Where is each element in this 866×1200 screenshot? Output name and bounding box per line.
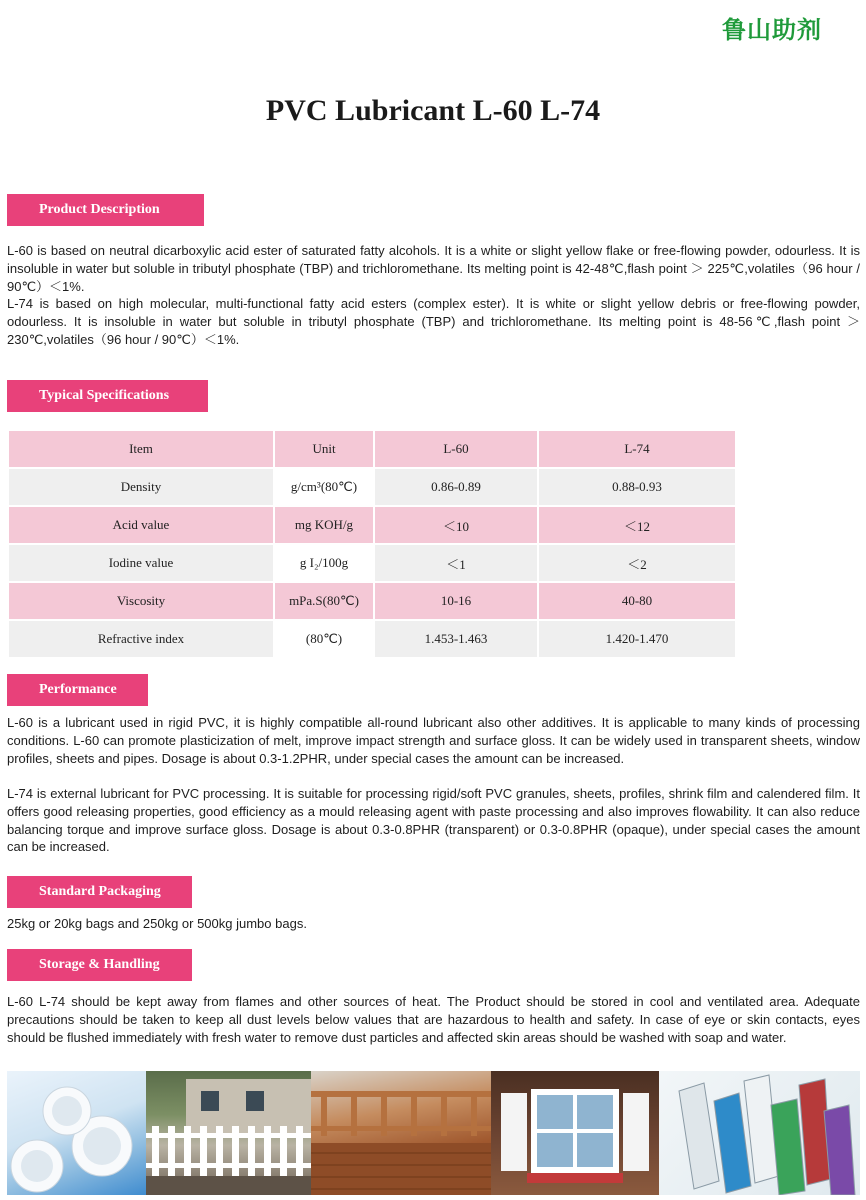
- packaging-text: 25kg or 20kg bags and 250kg or 500kg jumbo bags.: [7, 916, 307, 931]
- table-row: [9, 507, 735, 543]
- table-cell: g/cm³(80℃): [275, 469, 373, 505]
- section-storage-handling: Storage & Handling: [7, 949, 192, 981]
- table-cell: 10-16: [375, 583, 537, 619]
- storage-text: L-60 L-74 should be kept away from flames and other sources of heat. The Product should be stored in cool and ventilated area. Adequate precautions should be taken to keep all dust levels below values that are hazardous to health and safety. In case of eye or skin contacts, eyes should be flushed immediately with fresh water to remove dust particles and affected skin areas should be washed with soap and water.: [7, 994, 860, 1045]
- fence-house-photo: [146, 1071, 311, 1195]
- brand-logo: 鲁山助剂: [722, 16, 822, 44]
- table-cell: ＜1: [375, 545, 537, 581]
- wood-deck-photo: [311, 1071, 491, 1195]
- performance-l74: L-74 is external lubricant for PVC processing. It is suitable for processing rigid/soft PVC granules, sheets, profiles, shrink film and calendered film. It offers good releasing properties, good efficiency as a mould releasing agent with paste processing and also improves flowability. It can also reduce balancing torque and improve surface gloss. Dosage is about 0.3-0.8PHR (transparent) or 0.3-0.8PHR (opaque), under special cases the amount can be increased.: [7, 786, 860, 855]
- performance-l60: L-60 is a lubricant used in rigid PVC, it is highly compatible all-round lubricant also other additives. It is applicable to many kinds of processing conditions. L-60 can promote plasticization of melt, improve impact strength and surface gloss. It can be widely used in transparent sheets, window profiles, sheets and pipes. Dosage is about 0.3-1.2PHR, under special cases the amount can be increased.: [7, 715, 860, 766]
- table-cell: g I₂/100g: [275, 545, 373, 581]
- pvc-profiles-photo: [659, 1071, 860, 1195]
- table-cell: ＜10: [375, 507, 537, 543]
- section-standard-packaging: Standard Packaging: [7, 876, 192, 908]
- table-cell: 0.88-0.93: [539, 469, 735, 505]
- table-cell: 40-80: [539, 583, 735, 619]
- table-cell: 1.420-1.470: [539, 621, 735, 657]
- table-cell: (80℃): [275, 621, 373, 657]
- window-shutters-photo: [491, 1071, 659, 1195]
- section-typical-specifications: Typical Specifications: [7, 380, 208, 412]
- section-performance: Performance: [7, 674, 148, 706]
- table-header-cell: Item: [9, 431, 273, 467]
- table-header-cell: L-74: [539, 431, 735, 467]
- table-cell: mPa.S(80℃): [275, 583, 373, 619]
- table-cell: Acid value: [9, 507, 273, 543]
- table-row: [9, 469, 735, 505]
- table-header-cell: L-60: [375, 431, 537, 467]
- table-cell: Refractive index: [9, 621, 273, 657]
- table-cell: Density: [9, 469, 273, 505]
- description-l74: L-74 is based on high molecular, multi-functional fatty acid esters (complex ester). It is white or slight yellow debris or free-flowing powder, odourless. It is insoluble in water but soluble in tributyl phosphate (TBP) and trichloromethane. Its melting point is 48-56℃,flash point ＞ 230℃,volatiles（96 hour / 90℃）＜1%.: [7, 296, 860, 347]
- table-cell: Iodine value: [9, 545, 273, 581]
- table-cell: Viscosity: [9, 583, 273, 619]
- section-product-description: Product Description: [7, 194, 204, 226]
- table-cell: 0.86-0.89: [375, 469, 537, 505]
- table-cell: mg KOH/g: [275, 507, 373, 543]
- table-row: [9, 545, 735, 581]
- application-photo-strip: [7, 1071, 860, 1195]
- table-header-cell: Unit: [275, 431, 373, 467]
- table-row: [9, 621, 735, 657]
- table-cell: ＜12: [539, 507, 735, 543]
- description-l60: L-60 is based on neutral dicarboxylic acid ester of saturated fatty alcohols. It is a white or slight yellow flake or free-flowing powder, odourless. It is insoluble in water but soluble in tributyl phosphate (TBP) and trichloromethane. Its melting point is 42-48℃,flash point ＞ 225℃,volatiles（96 hour / 90℃）＜1%.: [7, 243, 860, 294]
- table-header-row: [9, 431, 735, 467]
- table-cell: ＜2: [539, 545, 735, 581]
- table-row: [9, 583, 735, 619]
- pvc-pipes-photo: [7, 1071, 146, 1195]
- page-title: PVC Lubricant L-60 L-74: [265, 94, 601, 127]
- table-cell: 1.453-1.463: [375, 621, 537, 657]
- specifications-table: [7, 429, 737, 659]
